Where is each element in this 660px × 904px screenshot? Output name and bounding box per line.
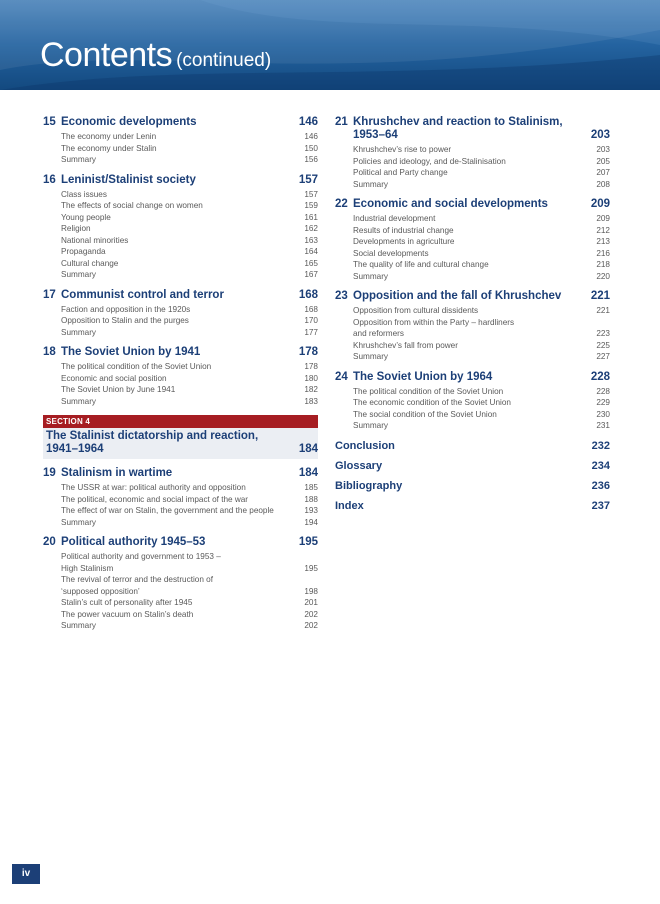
entry-list — [43, 361, 318, 407]
entry-title: The power vacuum on Stalin’s death — [61, 609, 194, 619]
chapter-page: 203 — [590, 129, 610, 141]
entry-title: The quality of life and cultural change — [353, 260, 489, 269]
entry-list — [335, 213, 610, 282]
entry-list — [43, 131, 318, 166]
chapter-number: 18 — [43, 346, 56, 358]
toc-entry[interactable] — [353, 144, 610, 156]
chapter-title-text: Stalinism in wartime — [61, 467, 173, 479]
chapter — [335, 290, 610, 363]
entry-list — [43, 304, 318, 339]
toc-entry[interactable] — [353, 259, 610, 271]
toc-entry[interactable] — [353, 317, 610, 329]
entry-page: 163 — [304, 235, 318, 245]
entry-title: Social developments — [353, 248, 429, 258]
chapter-heading[interactable] — [43, 174, 318, 187]
entry-title: Khrushchev’s rise to power — [353, 145, 452, 154]
entry-list — [335, 144, 610, 190]
chapter-number: 21 — [335, 116, 348, 128]
toc-entry[interactable] — [61, 361, 318, 373]
entry-page: 221 — [596, 306, 610, 315]
chapters-after-section — [43, 467, 318, 632]
toc-entry[interactable] — [353, 340, 610, 352]
back-matter-page: 234 — [591, 459, 610, 472]
chapter-page: 209 — [590, 198, 610, 210]
title-sub: (continued) — [176, 50, 272, 71]
back-matter-page: 237 — [591, 499, 610, 512]
toc-entry[interactable] — [61, 223, 318, 235]
entry-list — [335, 386, 610, 432]
entry-title: Propaganda — [61, 247, 106, 256]
entry-title: High Stalinism — [61, 563, 114, 573]
chapter-title-text: Opposition and the fall of Khrushchev — [353, 290, 562, 302]
chapter-title-line: Khrushchev and reaction to Stalinism, — [353, 116, 563, 128]
chapter-heading[interactable] — [335, 290, 610, 303]
chapter-title — [335, 371, 492, 384]
chapter-page: 228 — [590, 370, 610, 383]
entry-page: 198 — [304, 586, 318, 596]
chapter-number: 22 — [335, 198, 348, 210]
entry-title: The political condition of the Soviet Union — [353, 386, 504, 396]
toc-entry[interactable] — [61, 212, 318, 224]
chapter-title — [43, 536, 205, 549]
chapter-title-text: Communist control and terror — [61, 288, 224, 301]
entry-title: The USSR at war: political authority and opposition — [61, 483, 246, 492]
chapter-title-text: The Soviet Union by 1941 — [61, 346, 201, 358]
entry-page: 223 — [596, 329, 610, 338]
entry-page: 231 — [596, 421, 610, 430]
back-matter-title: Index — [335, 499, 364, 512]
chapter-number: 16 — [43, 173, 56, 186]
chapter-number: 20 — [43, 536, 56, 548]
entry-title: Summary — [353, 271, 389, 281]
toc-entry[interactable] — [61, 154, 318, 166]
entry-page: 182 — [304, 385, 318, 394]
entry-page: 201 — [304, 598, 318, 607]
toc-entry[interactable] — [61, 396, 318, 408]
back-matter-entry[interactable] — [335, 500, 610, 513]
title-main: Contents — [40, 36, 173, 74]
entry-page: 213 — [596, 237, 610, 246]
entry-title: Political and Party change — [353, 168, 448, 177]
back-matter-title: Glossary — [335, 459, 383, 472]
back-matter-title: Bibliography — [335, 479, 403, 492]
entry-title: The effect of war on Stalin, the government and the people — [61, 506, 274, 515]
entry-title: ‘supposed opposition’ — [61, 586, 140, 596]
entry-title: Summary — [61, 517, 97, 527]
chapter-heading[interactable] — [43, 346, 318, 359]
section-title — [46, 430, 258, 456]
entry-page: 185 — [304, 483, 318, 492]
entry-page: 208 — [596, 179, 610, 189]
entry-title: The revival of terror and the destruction of — [61, 575, 214, 584]
right-chapters — [335, 116, 610, 432]
toc-entry[interactable] — [61, 235, 318, 247]
chapter-title — [335, 198, 548, 211]
entry-title: The political condition of the Soviet Union — [61, 362, 212, 371]
toc-entry[interactable] — [61, 246, 318, 258]
entry-page: 178 — [304, 362, 318, 371]
entry-title: Summary — [61, 327, 97, 337]
entry-page: 164 — [304, 247, 318, 256]
entry-title: The effects of social change on women — [61, 201, 203, 210]
entry-page: 209 — [596, 214, 610, 223]
entry-title: Summary — [353, 179, 389, 189]
entry-page: 202 — [304, 609, 318, 619]
chapter-title-text: The Soviet Union by 1964 — [353, 370, 493, 383]
entry-page: 165 — [304, 258, 318, 268]
entry-page: 157 — [304, 189, 318, 199]
chapter-heading[interactable] — [43, 289, 318, 302]
chapters-before-section — [43, 116, 318, 407]
chapter-number: 24 — [335, 370, 348, 383]
chapter — [335, 198, 610, 282]
entry-title: Religion — [61, 224, 91, 233]
entry-page: 183 — [304, 396, 318, 406]
chapter-heading[interactable] — [335, 198, 610, 211]
page-title — [40, 38, 271, 72]
entry-page: 227 — [596, 352, 610, 361]
chapter-title-line: 1953–64 — [353, 129, 398, 141]
entry-list — [43, 482, 318, 528]
entry-page: 229 — [596, 398, 610, 407]
toc-entry[interactable] — [353, 271, 610, 283]
toc-entry[interactable] — [61, 373, 318, 385]
right-column — [335, 116, 610, 520]
chapter-page: 168 — [298, 288, 318, 301]
toc-entry[interactable] — [61, 586, 318, 598]
chapter-heading[interactable] — [43, 116, 318, 129]
chapter-page: 195 — [298, 536, 318, 548]
entry-title: Stalin’s cult of personality after 1945 — [61, 598, 193, 607]
chapter — [43, 174, 318, 281]
chapter-title — [43, 289, 224, 302]
toc-entry[interactable] — [61, 609, 318, 621]
toc-entry[interactable] — [61, 620, 318, 632]
entry-title: Opposition from within the Party – hardliners — [353, 317, 515, 327]
entry-title: The social condition of the Soviet Union — [353, 409, 497, 419]
chapter-title — [43, 116, 196, 129]
entry-title: Young people — [61, 212, 111, 222]
entry-page: 180 — [304, 373, 318, 383]
chapter — [335, 371, 610, 432]
entry-page: 146 — [304, 132, 318, 141]
chapter-title — [43, 467, 172, 480]
back-matter-entry[interactable] — [335, 440, 610, 453]
toc-entry[interactable] — [353, 213, 610, 225]
back-matter-page: 232 — [591, 439, 610, 452]
entry-title: Summary — [61, 155, 97, 164]
chapter-title — [335, 116, 563, 142]
toc-entry[interactable] — [61, 551, 318, 563]
entry-title: Summary — [61, 621, 97, 630]
entry-title: Faction and opposition in the 1920s — [61, 304, 191, 314]
entry-page: 188 — [304, 494, 318, 504]
entry-title: Opposition from cultural dissidents — [353, 306, 479, 315]
entry-title: Summary — [61, 396, 97, 406]
entry-page: 218 — [596, 260, 610, 269]
toc-entry[interactable] — [353, 409, 610, 421]
toc-entry[interactable] — [353, 179, 610, 191]
entry-title: Policies and ideology, and de-Stalinisation — [353, 156, 506, 166]
toc-entry[interactable] — [61, 482, 318, 494]
toc-entry[interactable] — [353, 248, 610, 260]
section-title-line: 1941–1964 — [46, 443, 104, 455]
entry-title: Class issues — [61, 189, 107, 199]
section-label: SECTION 4 — [43, 415, 318, 428]
back-matter-title: Conclusion — [335, 439, 395, 452]
entry-title: Khrushchev’s fall from power — [353, 340, 458, 350]
toc-entry[interactable] — [61, 563, 318, 575]
chapter-heading[interactable] — [43, 536, 318, 549]
back-matter-list — [335, 440, 610, 513]
toc-entry[interactable] — [353, 167, 610, 179]
entry-page: 177 — [304, 327, 318, 337]
page-number-badge: iv — [12, 864, 40, 884]
chapter-title-text: Political authority 1945–53 — [61, 536, 206, 548]
entry-title: Developments in agriculture — [353, 237, 455, 246]
toc-entry[interactable] — [61, 315, 318, 327]
toc-entry[interactable] — [61, 258, 318, 270]
toc-entry[interactable] — [61, 327, 318, 339]
entry-page: 212 — [596, 225, 610, 235]
entry-list — [43, 189, 318, 281]
entry-page: 156 — [304, 155, 318, 164]
entry-page: 150 — [304, 143, 318, 153]
entry-page: 195 — [304, 563, 318, 573]
toc-entry[interactable] — [61, 597, 318, 609]
chapter-heading[interactable] — [43, 467, 318, 480]
entry-page: 168 — [304, 304, 318, 314]
back-matter-page: 236 — [591, 479, 610, 492]
toc-entry[interactable] — [353, 305, 610, 317]
toc-entry[interactable] — [61, 304, 318, 316]
entry-page: 159 — [304, 201, 318, 210]
chapter-title — [43, 346, 200, 359]
entry-page: 207 — [596, 168, 610, 177]
entry-title: National minorities — [61, 235, 129, 245]
entry-title: and reformers — [353, 329, 404, 338]
entry-list — [335, 305, 610, 363]
chapter-heading[interactable] — [335, 116, 610, 142]
back-matter-entry[interactable] — [335, 480, 610, 493]
chapter — [43, 346, 318, 407]
entry-title: Summary — [353, 421, 389, 430]
entry-page: 216 — [596, 248, 610, 258]
toc-entry[interactable] — [353, 386, 610, 398]
chapter-number: 19 — [43, 467, 56, 479]
entry-page: 230 — [596, 409, 610, 419]
toc-entry[interactable] — [61, 384, 318, 396]
entry-title: The Soviet Union by June 1941 — [61, 385, 176, 394]
entry-title: Results of industrial change — [353, 225, 454, 235]
header-banner — [0, 0, 660, 90]
chapter — [43, 116, 318, 166]
entry-title: Opposition to Stalin and the purges — [61, 316, 189, 325]
chapter-title-text: Economic and social developments — [353, 198, 548, 210]
entry-title: The economy under Lenin — [61, 132, 157, 141]
toc-entry[interactable] — [353, 156, 610, 168]
chapter-title — [335, 290, 561, 303]
toc-entry[interactable] — [353, 420, 610, 432]
entry-title: Political authority and government to 1953 – — [61, 552, 221, 561]
entry-page: 193 — [304, 506, 318, 515]
chapter-page: 221 — [590, 290, 610, 302]
entry-title: Summary — [353, 352, 389, 361]
toc-entry[interactable] — [353, 351, 610, 363]
entry-title: Cultural change — [61, 258, 119, 268]
back-matter-entry[interactable] — [335, 460, 610, 473]
section-page: 184 — [298, 443, 318, 455]
entry-title: Economic and social position — [61, 373, 167, 383]
entry-page: 170 — [304, 316, 318, 325]
chapter-page: 146 — [298, 116, 318, 128]
chapter-number: 23 — [335, 290, 348, 302]
entry-list — [43, 551, 318, 632]
entry-page: 205 — [596, 156, 610, 166]
chapter-title-text: Economic developments — [61, 116, 197, 128]
chapter — [43, 289, 318, 339]
entry-page: 161 — [304, 212, 318, 222]
chapter-title — [43, 174, 196, 187]
entry-page: 202 — [304, 621, 318, 630]
chapter-number: 17 — [43, 288, 56, 301]
chapter-page: 184 — [298, 467, 318, 479]
entry-page: 167 — [304, 270, 318, 279]
chapter — [43, 467, 318, 528]
toc-entry[interactable] — [353, 236, 610, 248]
entry-page: 225 — [596, 340, 610, 350]
toc-entry[interactable] — [353, 397, 610, 409]
toc-entry[interactable] — [61, 131, 318, 143]
toc-entry[interactable] — [61, 494, 318, 506]
section-heading[interactable] — [43, 428, 318, 459]
entry-title: The political, economic and social impact of the war — [61, 494, 249, 504]
entry-page: 228 — [596, 386, 610, 396]
entry-page: 220 — [596, 271, 610, 281]
chapter-heading[interactable] — [335, 371, 610, 384]
toc-entry[interactable] — [61, 517, 318, 529]
entry-page: 162 — [304, 224, 318, 233]
toc-entry[interactable] — [61, 505, 318, 517]
entry-title: The economic condition of the Soviet Union — [353, 398, 511, 407]
entry-page: 203 — [596, 145, 610, 154]
chapter-page: 157 — [298, 173, 318, 186]
toc-entry[interactable] — [61, 189, 318, 201]
toc-entry[interactable] — [61, 200, 318, 212]
chapter-title-text: Leninist/Stalinist society — [61, 173, 196, 186]
chapter — [335, 116, 610, 190]
entry-title: Summary — [61, 270, 97, 279]
chapter — [43, 536, 318, 632]
toc-entry[interactable] — [61, 143, 318, 155]
chapter-page: 178 — [298, 346, 318, 358]
section-title-line: The Stalinist dictatorship and reaction, — [46, 430, 259, 442]
chapter-title-text — [353, 116, 563, 142]
entry-title: The economy under Stalin — [61, 143, 157, 153]
toc-entry[interactable] — [353, 328, 610, 340]
chapter-number: 15 — [43, 116, 56, 128]
entry-title: Industrial development — [353, 214, 436, 223]
left-column — [43, 116, 318, 640]
toc-entry[interactable] — [61, 574, 318, 586]
entry-page: 194 — [304, 517, 318, 527]
toc-entry[interactable] — [353, 225, 610, 237]
toc-entry[interactable] — [61, 269, 318, 281]
